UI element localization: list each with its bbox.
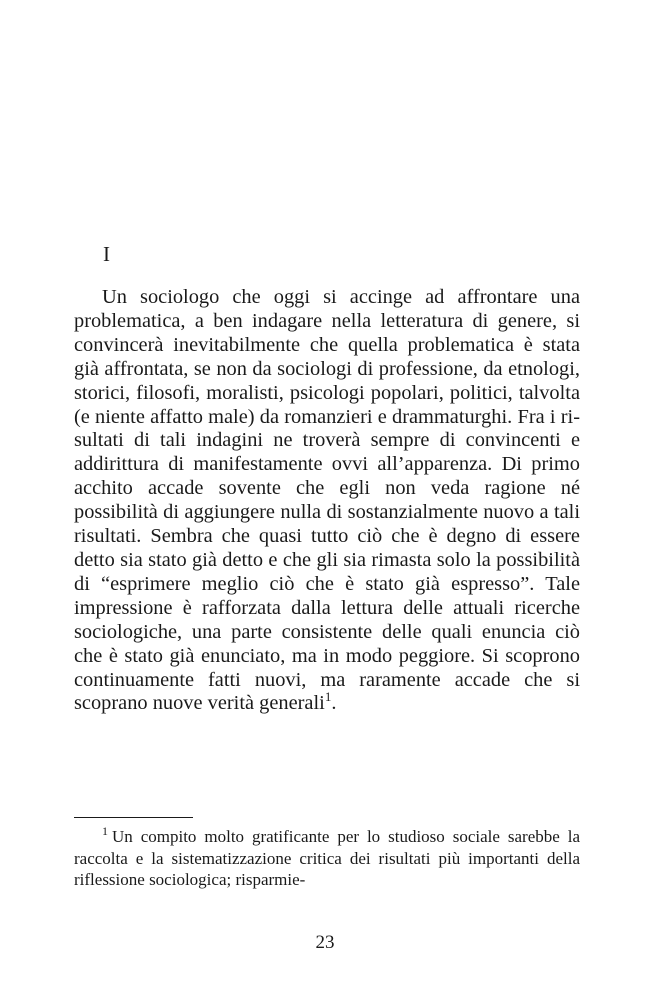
body-text-end: . (331, 692, 337, 715)
footnote-separator (74, 817, 193, 818)
footnote (74, 826, 580, 891)
page-number: 23 (315, 932, 335, 953)
body-text: Un sociologo che oggi si accinge ad affrontare una problematica, a ben indagare nella letteratura di genere, si convincerà inevitabilmente che quella problematica è stata già affrontata, se non da sociologi di professione, da etnologi, storici, filosofi, moralisti, psicologi popolari, politici, talvolta (e niente affatto male) da romanzieri e drammaturghi. Fra i risultati di tali indagini ne troverà sempre di convincenti e addirittura di manifestamente ovvi all’apparenza. Di primo acchito accade sovente che egli non veda ragione né possibilità di aggiungere nulla di sostanzialmente nuovo a tali risultati. Sembra che quasi tutto ciò che è degno di essere detto sia stato già detto e che gli sia rimasta solo la possibilità di “esprimere meglio ciò che è stato già espresso”. Tale impressione è rafforzata dalla lettura delle attuali ricerche sociologiche, una parte consistente delle quali enuncia ciò che è stato già enunciato, ma in modo peggiore. Si scoprono continuamente fatti nuovi, ma raramente accade che si scoprano nuove verità generali (74, 286, 580, 715)
footnote-number: 1 (102, 824, 108, 839)
footnote-reference[interactable]: 1 (324, 689, 332, 705)
body-paragraph (74, 286, 580, 716)
footnote-text: Un compito molto gratificante per lo studioso sociale sarebbe la raccolta e la sistematizzazione critica dei risultati più importanti della riflessione sociologica; risparmie- (74, 827, 580, 889)
chapter-heading: I (103, 242, 110, 266)
